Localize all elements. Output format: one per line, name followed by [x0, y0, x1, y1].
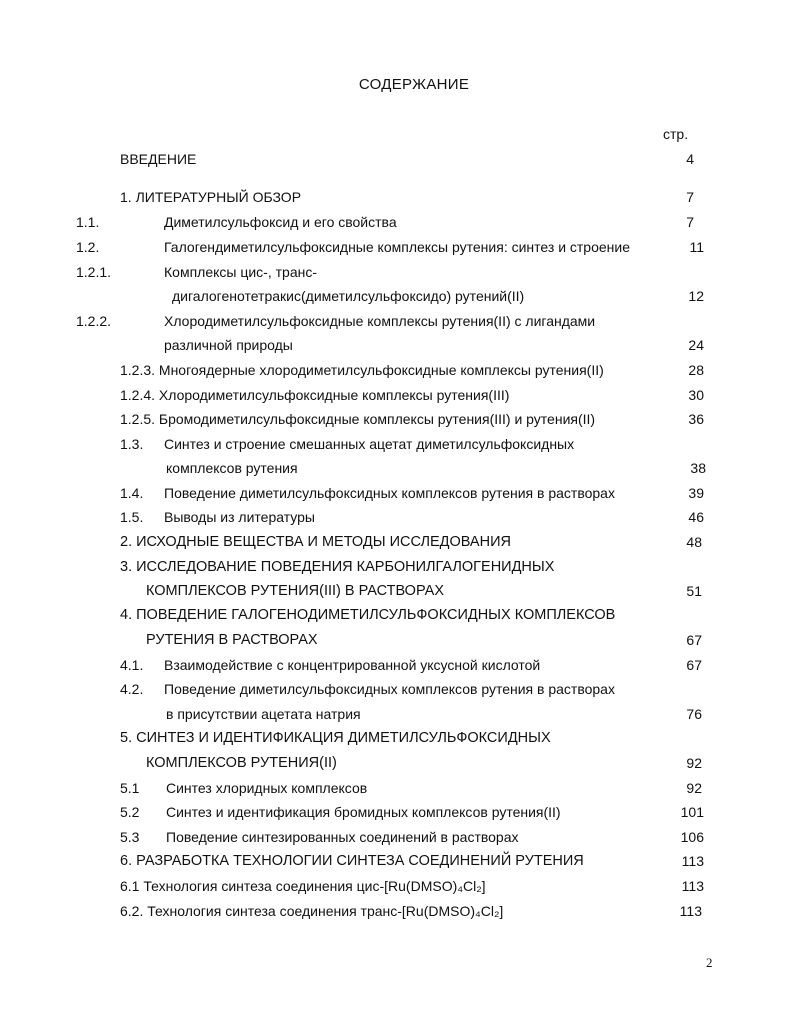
- toc-entry-page: 101: [680, 804, 704, 820]
- toc-entry-page: 39: [688, 485, 704, 501]
- toc-entry-page: 12: [688, 288, 704, 304]
- toc-entry-page: 92: [686, 780, 702, 796]
- toc-entry-text: Галогендиметилсульфоксидные комплексы рутения: синтез и строение: [164, 239, 631, 255]
- toc-entry-text: Хлородиметилсульфоксидные комплексы рутения(II) с лигандами: [164, 313, 596, 329]
- page-column-header: стр.: [663, 126, 689, 142]
- toc-entry-page: 24: [688, 337, 704, 353]
- toc-entry-number: 5.3: [120, 829, 140, 845]
- toc-entry-text: 5. СИНТЕЗ И ИДЕНТИФИКАЦИЯ ДИМЕТИЛСУЛЬФОКСИДНЫХ: [120, 730, 551, 746]
- toc-entry-page: 11: [689, 239, 704, 255]
- toc-entry-text: Комплексы цис-, транс-: [164, 264, 317, 280]
- toc-entry-number: 5.2: [120, 804, 140, 820]
- toc-entry-text: Синтез и идентификация бромидных комплексов рутения(II): [166, 804, 561, 820]
- toc-entry-page: 51: [686, 583, 702, 599]
- toc-entry-number: 1.3.: [120, 436, 144, 452]
- toc-entry-page: 36: [688, 411, 704, 427]
- toc-entry-number: 1.5.: [120, 509, 144, 525]
- toc-entry-text: Поведение диметилсульфоксидных комплексов рутения в растворах: [164, 485, 615, 501]
- toc-entry-page: 113: [679, 903, 702, 919]
- toc-entry-number: 4.2.: [120, 681, 144, 697]
- toc-entry-text: Диметилсульфоксид и его свойства: [164, 214, 397, 230]
- toc-entry-text: 1.2.3. Многоядерные хлородиметилсульфоксидные комплексы рутения(II): [120, 362, 604, 378]
- toc-entry-number: 1.2.1.: [76, 264, 112, 280]
- toc-entry-page: 113: [681, 853, 704, 869]
- toc-entry-text: 1. ЛИТЕРАТУРНЫЙ ОБЗОР: [120, 189, 302, 205]
- toc-entry-text: РУТЕНИЯ В РАСТВОРАХ: [146, 632, 318, 648]
- toc-entry-page: 4: [686, 151, 694, 167]
- toc-entry-page: 7: [686, 189, 694, 205]
- toc-entry-text: 4. ПОВЕДЕНИЕ ГАЛОГЕНОДИМЕТИЛСУЛЬФОКСИДНЫХ КОМПЛЕКСОВ: [120, 607, 616, 623]
- toc-entry-page: 92: [686, 755, 702, 771]
- toc-entry-number: 1.1.: [76, 214, 100, 230]
- page-number: 2: [706, 955, 713, 970]
- toc-entry-text: в присутствии ацетата натрия: [166, 706, 361, 722]
- toc-entry-text: Поведение синтезированных соединений в растворах: [166, 829, 519, 845]
- toc-entry-page: 30: [688, 387, 704, 403]
- toc-entry-text: 6. РАЗРАБОТКА ТЕХНОЛОГИИ СИНТЕЗА СОЕДИНЕНИЙ РУТЕНИЯ: [120, 853, 584, 869]
- document-title: СОДЕРЖАНИЕ: [358, 76, 470, 93]
- toc-entry-text: Выводы из литературы: [164, 509, 315, 525]
- toc-entry-page: 46: [688, 509, 704, 525]
- toc-entry-page: 28: [688, 362, 704, 378]
- toc-entry-text: 2. ИСХОДНЫЕ ВЕЩЕСТВА И МЕТОДЫ ИССЛЕДОВАНИЯ: [120, 534, 511, 550]
- toc-entry-text: дигалогенотетракис(диметилсульфоксидо) рутений(II): [172, 288, 525, 304]
- toc-entry-text: Взаимодействие с концентрированной уксусной кислотой: [164, 657, 541, 673]
- toc-entry-page: 38: [690, 460, 706, 476]
- toc-entry-text: Синтез хлоридных комплексов: [166, 780, 368, 796]
- toc-entry-text: комплексов рутения: [166, 460, 298, 476]
- toc-entry-text: КОМПЛЕКСОВ РУТЕНИЯ(III) В РАСТВОРАХ: [146, 583, 445, 599]
- toc-entry-text: 3. ИССЛЕДОВАНИЕ ПОВЕДЕНИЯ КАРБОНИЛГАЛОГЕНИДНЫХ: [120, 559, 555, 575]
- toc-entry-number: 1.2.2.: [76, 313, 112, 329]
- toc-entry-number: 4.1.: [120, 657, 144, 673]
- toc-entry-text: ВВЕДЕНИЕ: [120, 151, 197, 167]
- toc-entry-text: 6.1 Технология синтеза соединения цис-[Ru(DMSO)₄Cl₂]: [120, 878, 486, 894]
- toc-entry-number: 1.2.: [76, 239, 100, 255]
- toc-entry-page: 106: [680, 829, 704, 845]
- toc-entry-number: 5.1: [120, 780, 140, 796]
- toc-entry-text: Синтез и строение смешанных ацетат диметилсульфоксидных: [164, 436, 575, 452]
- toc-entry-page: 76: [686, 706, 702, 722]
- toc-entry-page: 67: [686, 632, 702, 648]
- toc-entry-page: 7: [686, 214, 694, 230]
- toc-entry-text: различной природы: [164, 337, 293, 353]
- toc-entry-text: 6.2. Технология синтеза соединения транс-[Ru(DMSO)₄Cl₂]: [120, 903, 504, 919]
- toc-entry-number: 1.4.: [120, 485, 144, 501]
- toc-entry-page: 48: [686, 534, 702, 550]
- toc-entry-text: 1.2.4. Хлородиметилсульфоксидные комплексы рутения(III): [120, 387, 510, 403]
- toc-entry-page: 67: [686, 657, 702, 673]
- toc-entry-text: Поведение диметилсульфоксидных комплексов рутения в растворах: [164, 681, 615, 697]
- toc-entry-text: 1.2.5. Бромодиметилсульфоксидные комплексы рутения(III) и рутения(II): [120, 411, 596, 427]
- toc-entry-page: 113: [681, 878, 704, 894]
- toc-entry-text: КОМПЛЕКСОВ РУТЕНИЯ(II): [146, 755, 337, 771]
